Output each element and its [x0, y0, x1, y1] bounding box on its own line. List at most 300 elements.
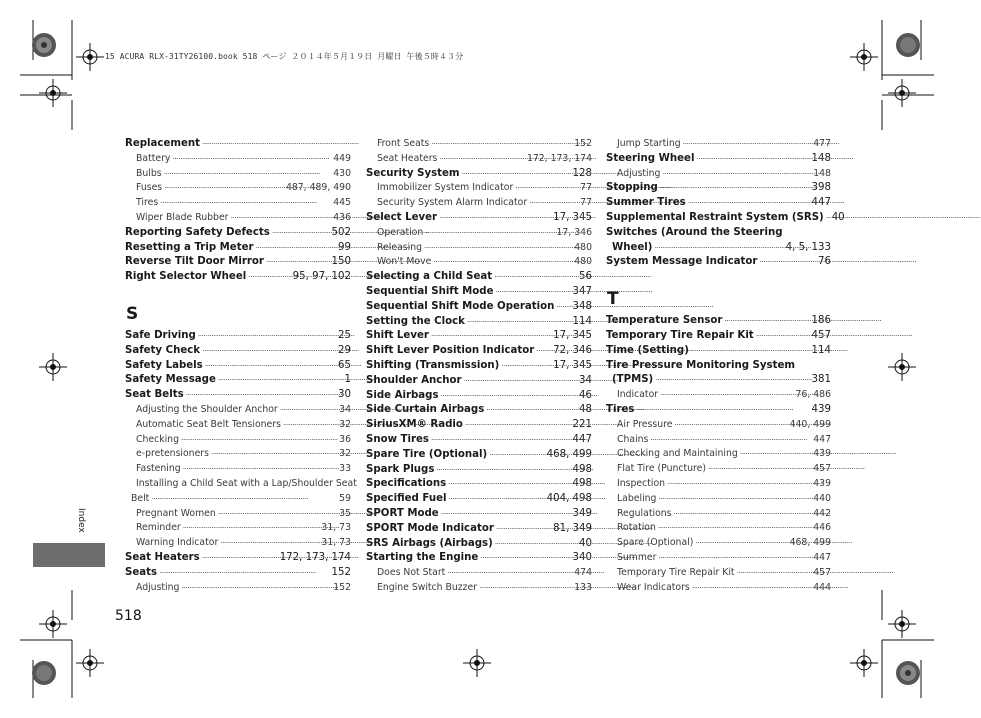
dot-leader [431, 433, 571, 443]
entry-pages: 447 [572, 433, 592, 445]
entry-term: Engine Switch Buzzer [377, 581, 478, 593]
index-subentry [366, 137, 592, 152]
entry-pages: 446 [813, 522, 831, 534]
dot-leader [529, 196, 578, 206]
index-entry [366, 522, 592, 537]
entry-term: Wiper Blade Rubber [136, 211, 229, 223]
dot-leader [164, 181, 284, 191]
entry-pages: 31, 73 [321, 522, 351, 534]
entry-pages: 457 [811, 329, 831, 341]
entry-term: Installing a Child Seat with a Lap/Shoulder Seat [136, 477, 357, 489]
dot-leader [248, 270, 290, 280]
dot-leader [220, 536, 319, 546]
index-entry [366, 492, 592, 507]
index-subentry [606, 462, 831, 477]
entry-term: Spark Plugs [366, 463, 435, 475]
index-entry [366, 300, 592, 315]
entry-pages: 40 [831, 211, 845, 223]
entry-term: Safety Message [125, 374, 216, 386]
entry-pages: 1 [344, 374, 351, 386]
entry-pages: 4, 5, 133 [785, 241, 831, 253]
dot-leader [496, 522, 551, 532]
index-entry [606, 403, 831, 418]
entry-term: Starting the Engine [366, 552, 479, 564]
entry-pages: 457 [813, 566, 831, 578]
entry-pages: 48 [579, 404, 592, 416]
dot-leader [183, 521, 320, 531]
entry-pages: 439 [811, 403, 831, 415]
dot-leader [495, 537, 577, 547]
index-subentry [125, 418, 351, 433]
entry-pages: 34 [579, 374, 592, 386]
entry-term: SRS Airbags (Airbags) [366, 537, 493, 549]
entry-term: Battery [136, 152, 171, 164]
entry-term: Shift Lever Position Indicator [366, 345, 535, 357]
entry-pages: 148 [813, 167, 831, 179]
dot-leader [266, 255, 330, 265]
entry-pages: 30 [338, 389, 351, 401]
dot-leader [465, 418, 571, 428]
dot-leader [447, 566, 572, 576]
entry-pages: 46 [579, 389, 592, 401]
dot-leader [431, 329, 551, 339]
index-entry [606, 359, 831, 374]
dot-leader [448, 492, 544, 502]
entry-pages: 25 [338, 329, 351, 341]
dot-leader [186, 388, 336, 398]
index-subentry [606, 551, 831, 566]
entry-term: Fuses [136, 182, 163, 194]
index-entry [366, 418, 592, 433]
index-entry [606, 211, 845, 226]
index-subentry [125, 211, 351, 226]
entry-term: Seat Heaters [377, 152, 438, 164]
index-entry [606, 329, 831, 344]
entry-term: Summer Tires [606, 197, 686, 209]
dot-leader [172, 152, 331, 162]
entry-term: Safe Driving [125, 329, 196, 341]
index-entry [366, 167, 592, 182]
index-entry [606, 344, 831, 359]
entry-term: Seat Belts [125, 389, 184, 401]
index-subentry [606, 521, 831, 536]
entry-term: Sequential Shift Mode Operation [366, 300, 555, 312]
entry-term: Front Seats [377, 138, 430, 149]
entry-pages: 502 [331, 226, 351, 238]
entry-term: Checking [136, 433, 179, 445]
dot-leader [436, 463, 570, 473]
dot-leader [441, 507, 571, 517]
index-entry [366, 374, 592, 389]
index-entry [606, 241, 831, 256]
index-entry [366, 315, 592, 330]
entry-term: Snow Tires [366, 433, 429, 445]
index-entry [125, 226, 351, 241]
entry-pages: 114 [811, 344, 831, 356]
entry-term: Wheel) [612, 241, 653, 253]
entry-term: Switches (Around the Steering [606, 226, 783, 238]
entry-pages: 444 [813, 581, 831, 593]
index-subentry [606, 566, 831, 581]
entry-term: Resetting a Trip Meter [125, 241, 254, 253]
dot-leader [280, 403, 337, 413]
dot-leader [515, 181, 578, 191]
entry-pages: 340 [572, 552, 592, 564]
index-entry [366, 403, 592, 418]
entry-term: Inspection [617, 477, 666, 489]
dot-leader [489, 448, 544, 458]
entry-term: Stopping [606, 182, 658, 194]
entry-term: Shift Lever [366, 330, 429, 342]
index-subentry [125, 536, 351, 551]
index-subentry [606, 433, 831, 448]
dot-leader [202, 137, 349, 147]
index-entry [606, 181, 831, 196]
entry-term: Air Pressure [617, 418, 673, 430]
dot-leader [496, 285, 571, 295]
section-letter: T [607, 289, 619, 310]
index-column-2 [366, 137, 592, 596]
entry-pages: 148 [811, 152, 831, 164]
entry-pages: 498 [572, 463, 592, 475]
index-entry [125, 241, 351, 256]
index-subentry [366, 152, 592, 167]
index-entry [366, 329, 592, 344]
dot-leader [724, 314, 809, 324]
entry-term: Temporary Tire Repair Kit [606, 329, 754, 341]
entry-term: Adjusting the Shoulder Anchor [136, 403, 278, 415]
index-subentry [125, 433, 351, 448]
entry-term: Reporting Safety Defects [125, 226, 270, 238]
dot-leader [441, 389, 578, 399]
index-subentry [606, 581, 831, 596]
entry-term: Jump Starting [617, 138, 681, 149]
dot-leader [211, 447, 337, 457]
entry-pages: 498 [572, 478, 592, 490]
entry-pages: 480 [574, 256, 592, 268]
entry-pages: 430 [333, 167, 351, 179]
entry-term: Shifting (Transmission) [366, 359, 500, 371]
index-entry [125, 388, 351, 403]
dot-leader [431, 137, 572, 147]
index-subentry [125, 507, 351, 522]
entry-pages: 442 [813, 507, 831, 519]
entry-pages: 436 [333, 211, 351, 223]
entry-term: Reminder [136, 522, 181, 534]
entry-term: Releasing [377, 241, 422, 253]
entry-term: Tires [606, 403, 635, 415]
dot-leader [439, 152, 525, 162]
dot-leader [181, 433, 337, 443]
entry-pages: 477 [813, 138, 831, 149]
dot-leader [202, 344, 336, 354]
dot-leader [218, 507, 337, 517]
entry-pages: 99 [338, 241, 351, 253]
entry-term: Reverse Tilt Door Mirror [125, 256, 264, 268]
entry-pages: 468, 499 [546, 448, 592, 460]
dot-leader [756, 329, 810, 339]
entry-pages: 150 [331, 256, 351, 268]
dot-leader [479, 581, 572, 591]
entry-pages: 152 [333, 581, 351, 593]
index-subentry [125, 181, 351, 196]
dot-leader [692, 581, 811, 591]
entry-pages: 398 [811, 182, 831, 194]
entry-pages: 468, 499 [789, 537, 831, 549]
index-entry [366, 285, 592, 300]
dot-leader [439, 211, 551, 221]
entry-pages: 17, 346 [556, 226, 592, 238]
entry-pages: 32 [339, 418, 351, 430]
index-entry [366, 433, 592, 448]
entry-pages: 31, 73 [321, 537, 351, 549]
index-entry [125, 344, 351, 359]
entry-term: e-pretensioners [136, 448, 209, 460]
print-header: 15 ACURA RLX-31TY26100.book 518 ページ ２０１４年５月１９日 月曜日 午後５時４３分 [105, 52, 464, 61]
page-number: 518 [115, 608, 142, 624]
entry-pages: 40 [579, 537, 592, 549]
index-subentry [606, 167, 831, 182]
index-subentry [125, 581, 351, 596]
index-subentry [125, 462, 351, 477]
index-column-3 [606, 137, 845, 595]
dot-leader [688, 196, 810, 206]
index-subentry [125, 477, 357, 492]
entry-pages: 381 [811, 374, 831, 386]
index-entry [606, 196, 831, 211]
entry-term: Fastening [136, 463, 181, 475]
index-entry [606, 152, 831, 167]
index-subentry [366, 181, 592, 196]
entry-pages: 76 [818, 256, 831, 268]
dot-leader [696, 152, 809, 162]
entry-term: (TPMS) [612, 374, 654, 386]
entry-pages: 77 [580, 182, 592, 194]
index-entry [606, 255, 831, 270]
entry-term: Operation [377, 226, 424, 238]
entry-pages: 76, 486 [795, 389, 831, 401]
entry-term: Security System [366, 167, 460, 179]
entry-pages: 487, 489, 490 [285, 182, 351, 194]
index-entry [366, 359, 592, 374]
entry-pages: 349 [572, 507, 592, 519]
dot-leader [494, 270, 577, 280]
dot-leader [674, 507, 812, 517]
index-entry [125, 373, 351, 388]
dot-leader [433, 255, 572, 265]
entry-term: Specifications [366, 478, 447, 490]
entry-pages: 77 [580, 197, 592, 209]
entry-pages: 56 [579, 271, 592, 283]
entry-pages: 440, 499 [789, 418, 831, 430]
index-subentry [366, 566, 592, 581]
index-entry [366, 537, 592, 552]
entry-term: Bulbs [136, 167, 162, 179]
dot-leader [650, 433, 811, 443]
dot-leader [501, 359, 551, 369]
entry-pages: 133 [574, 581, 592, 593]
entry-pages: 221 [572, 419, 592, 431]
entry-pages: 34 [339, 403, 351, 415]
index-entry [125, 551, 351, 566]
entry-term: Shoulder Anchor [366, 374, 462, 386]
entry-term: Seats [125, 566, 158, 578]
dot-leader [691, 344, 810, 354]
index-subentry [125, 403, 351, 418]
index-side-label: Index [76, 508, 86, 533]
entry-term: Right Selector Wheel [125, 271, 247, 283]
index-entry [125, 359, 351, 374]
dot-leader [655, 373, 809, 383]
index-subentry [125, 152, 351, 167]
entry-pages: 474 [574, 567, 592, 579]
entry-term: SPORT Mode Indicator [366, 522, 494, 534]
dot-leader [181, 581, 331, 591]
index-subentry [125, 492, 351, 507]
index-subentry [606, 536, 831, 551]
entry-pages: 347 [572, 285, 592, 297]
entry-term: Side Curtain Airbags [366, 404, 485, 416]
section-gap [125, 285, 351, 299]
index-entry [366, 344, 592, 359]
entry-term: Does Not Start [377, 567, 446, 579]
entry-term: Tire Pressure Monitoring System [606, 359, 795, 371]
entry-term: Indicator [617, 389, 659, 401]
entry-pages: 348 [572, 300, 592, 312]
entry-term: Warning Indicator [136, 537, 219, 549]
entry-term: Selecting a Child Seat [366, 271, 493, 283]
entry-pages: 449 [333, 152, 351, 164]
entry-term: System Message Indicator [606, 256, 758, 268]
index-entry [366, 389, 592, 404]
entry-term: Sequential Shift Mode [366, 285, 494, 297]
entry-term: Flat Tire (Puncture) [617, 463, 706, 475]
dot-leader [556, 300, 570, 310]
index-subentry [606, 492, 831, 507]
dot-leader [658, 521, 811, 531]
entry-term: Labeling [617, 492, 657, 504]
index-entry [125, 255, 351, 270]
entry-term: Specified Fuel [366, 493, 447, 505]
index-entry [366, 211, 592, 226]
entry-term: Supplemental Restraint System (SRS) [606, 211, 824, 223]
entry-term: Immobilizer System Indicator [377, 182, 514, 194]
entry-pages: 457 [813, 463, 831, 475]
entry-pages: 17, 345 [553, 211, 592, 223]
index-entry [366, 463, 592, 478]
entry-pages: 447 [811, 197, 831, 209]
entry-pages: 29 [338, 344, 351, 356]
entry-term: Steering Wheel [606, 152, 695, 164]
dot-leader [683, 137, 812, 147]
dot-leader [658, 551, 811, 561]
entry-pages: 17, 345 [553, 359, 592, 371]
entry-pages: 404, 498 [546, 493, 592, 505]
entry-term: Select Lever [366, 211, 438, 223]
dot-leader [740, 447, 811, 457]
entry-pages: 480 [574, 241, 592, 253]
dot-leader [198, 329, 336, 339]
entry-term: Summer [617, 551, 657, 563]
entry-pages: 36 [339, 433, 351, 445]
entry-pages: 35 [339, 507, 351, 519]
section-gap [606, 270, 831, 284]
dot-leader [230, 211, 331, 221]
entry-term: Temporary Tire Repair Kit [617, 566, 735, 578]
entry-term: Spare Tire (Optional) [366, 448, 488, 460]
index-subentry [125, 521, 351, 536]
index-subentry [606, 418, 831, 433]
index-subentry [366, 196, 592, 211]
entry-term: Tires [136, 197, 159, 209]
index-entry [125, 270, 351, 285]
entry-term: Setting the Clock [366, 315, 465, 327]
entry-pages: 32 [339, 448, 351, 460]
dot-leader [536, 344, 551, 354]
dot-leader [658, 492, 811, 502]
dot-leader [425, 226, 554, 236]
entry-pages: 152 [331, 566, 351, 578]
entry-term: Won't Move [377, 256, 432, 268]
entry-pages: 95, 97, 102 [292, 271, 351, 283]
entry-pages: 152 [574, 138, 592, 149]
index-subentry [125, 167, 351, 182]
entry-term: Time (Setting) [606, 344, 689, 356]
dot-leader [424, 241, 572, 251]
dot-leader [467, 315, 571, 325]
dot-leader [160, 196, 331, 206]
dot-leader [667, 477, 811, 487]
entry-pages: 128 [572, 167, 592, 179]
index-subentry [606, 447, 831, 462]
entry-term: Security System Alarm Indicator [377, 197, 528, 209]
dot-leader [662, 167, 811, 177]
index-entry [125, 137, 351, 152]
index-entry [125, 566, 351, 581]
index-subentry [366, 581, 592, 596]
entry-pages: 440 [813, 492, 831, 504]
index-entry [366, 477, 592, 492]
dot-leader [151, 492, 337, 502]
entry-pages: 439 [813, 448, 831, 460]
index-subentry [606, 507, 831, 522]
dot-leader [218, 373, 343, 383]
dot-leader [205, 359, 336, 369]
entry-pages: 447 [813, 551, 831, 563]
index-entry [366, 507, 592, 522]
entry-pages: 447 [813, 433, 831, 445]
index-entry [606, 226, 831, 241]
index-subentry [606, 477, 831, 492]
entry-term: Spare (Optional) [617, 537, 694, 549]
entry-term: Adjusting [136, 581, 180, 593]
entry-pages: 59 [339, 492, 351, 504]
entry-term: Safety Check [125, 344, 201, 356]
entry-pages: 172, 173, 174 [526, 152, 592, 164]
dot-leader [695, 536, 787, 546]
entry-term: Rotation [617, 522, 656, 534]
entry-term: Wear Indicators [617, 581, 690, 593]
dot-leader [737, 566, 812, 576]
index-entry [606, 373, 831, 388]
entry-term: Pregnant Women [136, 507, 216, 519]
dot-leader [256, 241, 337, 251]
dot-leader [674, 418, 787, 428]
dot-leader [486, 403, 577, 413]
index-subentry [366, 241, 592, 256]
entry-term: Adjusting [617, 167, 661, 179]
dot-leader [202, 551, 278, 561]
